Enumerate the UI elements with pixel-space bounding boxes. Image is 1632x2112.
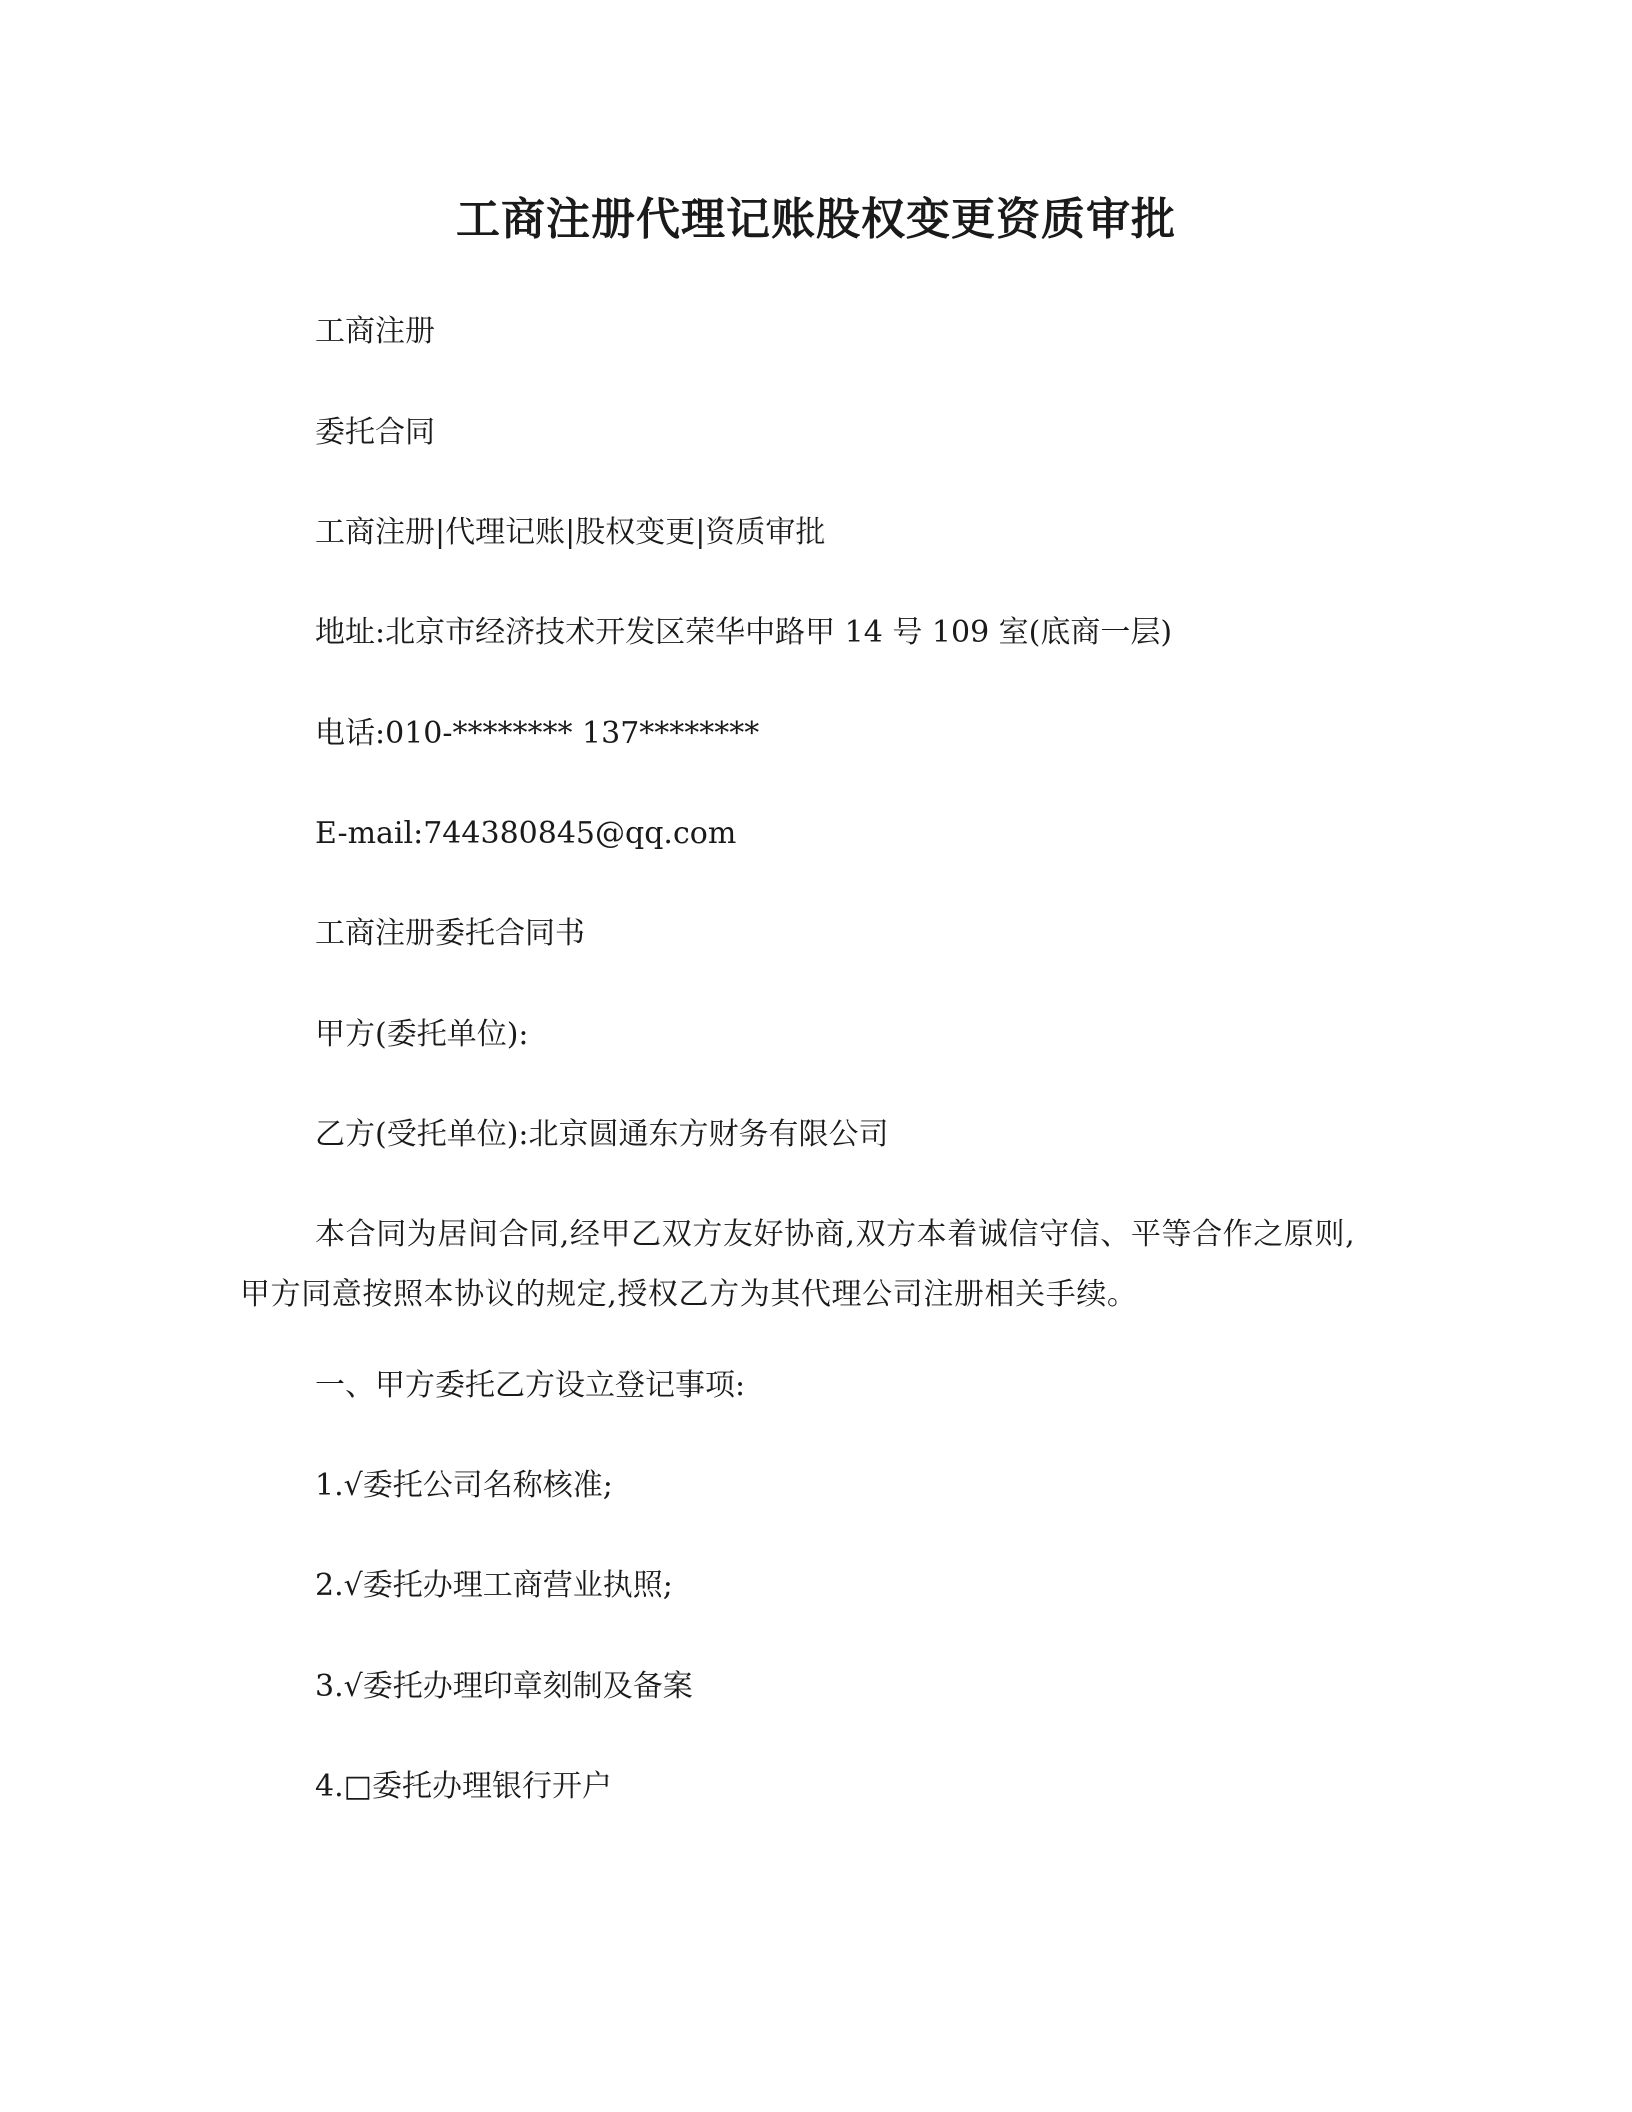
document-title: 工商注册代理记账股权变更资质审批 — [456, 194, 1176, 245]
contract-title-line: 工商注册委托合同书 — [315, 916, 585, 951]
heading-business-registration: 工商注册 — [315, 314, 435, 349]
email-line: E-mail:744380845@qq.com — [315, 816, 737, 851]
list-item: 4.□委托办理银行开户 — [315, 1769, 612, 1804]
list-item: 2.√委托办理工商营业执照; — [315, 1568, 673, 1603]
list-item: 3.√委托办理印章刻制及备案 — [315, 1669, 693, 1704]
contract-intro-paragraph: 本合同为居间合同,经甲乙双方友好协商,双方本着诚信守信、平等合作之原则,甲方同意按照本协议的规定,授权乙方为其代理公司注册相关手续。 — [240, 1217, 1356, 1312]
heading-entrustment-contract: 委托合同 — [315, 415, 435, 450]
party-b-line: 乙方(受托单位):北京圆通东方财务有限公司 — [315, 1117, 889, 1152]
party-a-line: 甲方(委托单位): — [315, 1017, 529, 1052]
address-line: 地址:北京市经济技术开发区荣华中路甲 14 号 109 室(底商一层) — [315, 615, 1173, 650]
list-item: 1.√委托公司名称核准; — [315, 1468, 613, 1503]
services-list: 工商注册|代理记账|股权变更|资质审批 — [315, 515, 826, 550]
phone-line: 电话:010-******** 137******** — [315, 716, 760, 751]
section-heading: 一、甲方委托乙方设立登记事项: — [315, 1368, 746, 1403]
